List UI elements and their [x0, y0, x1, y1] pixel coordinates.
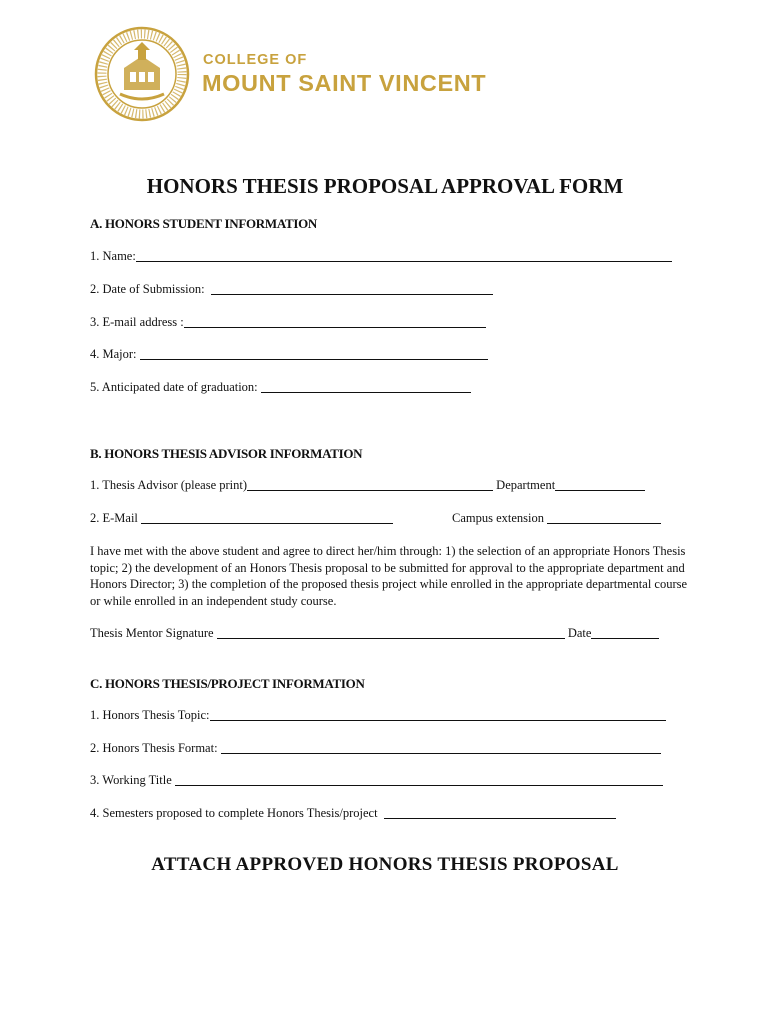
thesis-format-label: 2. Honors Thesis Format: — [90, 741, 218, 755]
advisor-email-field[interactable] — [90, 511, 393, 526]
signature-date-label: Date — [567, 626, 592, 640]
thesis-advisor-label: 1. Thesis Advisor (please print) — [90, 478, 248, 492]
working-title-label: 3. Working Title — [90, 773, 172, 787]
college-name-large: MOUNT SAINT VINCENT — [202, 70, 487, 96]
major-label: 4. Major: — [90, 347, 137, 361]
campus-extension-field[interactable] — [452, 511, 661, 526]
campus-extension-label: Campus extension — [452, 511, 545, 525]
email-address-label: 3. E-mail address : — [90, 315, 184, 329]
mentor-signature-label: Thesis Mentor Signature — [90, 626, 214, 640]
submission-date-label: 2. Date of Submission: — [90, 282, 205, 296]
name-field[interactable] — [90, 249, 672, 264]
college-seal-logo — [94, 26, 190, 122]
advisor-agreement-paragraph: I have met with the above student and agree to direct her/him through: 1) the selection of an appropriate Honors Thesis topic; 2) the development of an Honors Thesis proposal to be submitted for approval to the appropriate department and Honors Director; 3) the completion of the proposed thesis project while enrolled in the appropriate departmental course or while enrolled in an independent study course. — [90, 544, 688, 608]
college-name-small: COLLEGE OF — [203, 52, 308, 68]
form-title: HONORS THESIS PROPOSAL APPROVAL FORM — [146, 174, 624, 198]
major-field[interactable] — [90, 347, 488, 362]
semesters-field[interactable] — [90, 806, 616, 821]
department-label: Department — [496, 478, 556, 492]
thesis-format-field[interactable] — [90, 741, 661, 756]
section-c-heading: C. HONORS THESIS/PROJECT INFORMATION — [90, 676, 365, 691]
section-b-heading: B. HONORS THESIS ADVISOR INFORMATION — [90, 446, 363, 461]
thesis-advisor-field[interactable] — [90, 478, 645, 493]
section-a-heading: A. HONORS STUDENT INFORMATION — [90, 216, 318, 231]
advisor-email-label: 2. E-Mail — [90, 511, 138, 525]
attach-proposal-notice: ATTACH APPROVED HONORS THESIS PROPOSAL — [151, 854, 619, 875]
email-address-field[interactable] — [90, 315, 486, 330]
graduation-date-label: 5. Anticipated date of graduation: — [90, 380, 258, 394]
semesters-label: 4. Semesters proposed to complete Honors Thesis/project — [90, 806, 378, 820]
thesis-topic-label: 1. Honors Thesis Topic: — [90, 708, 210, 722]
name-label: 1. Name: — [90, 249, 136, 263]
mentor-signature-field[interactable] — [90, 626, 659, 641]
graduation-date-field[interactable] — [90, 380, 471, 395]
submission-date-field[interactable] — [90, 282, 493, 297]
working-title-field[interactable] — [90, 773, 663, 788]
thesis-topic-field[interactable] — [90, 708, 666, 723]
